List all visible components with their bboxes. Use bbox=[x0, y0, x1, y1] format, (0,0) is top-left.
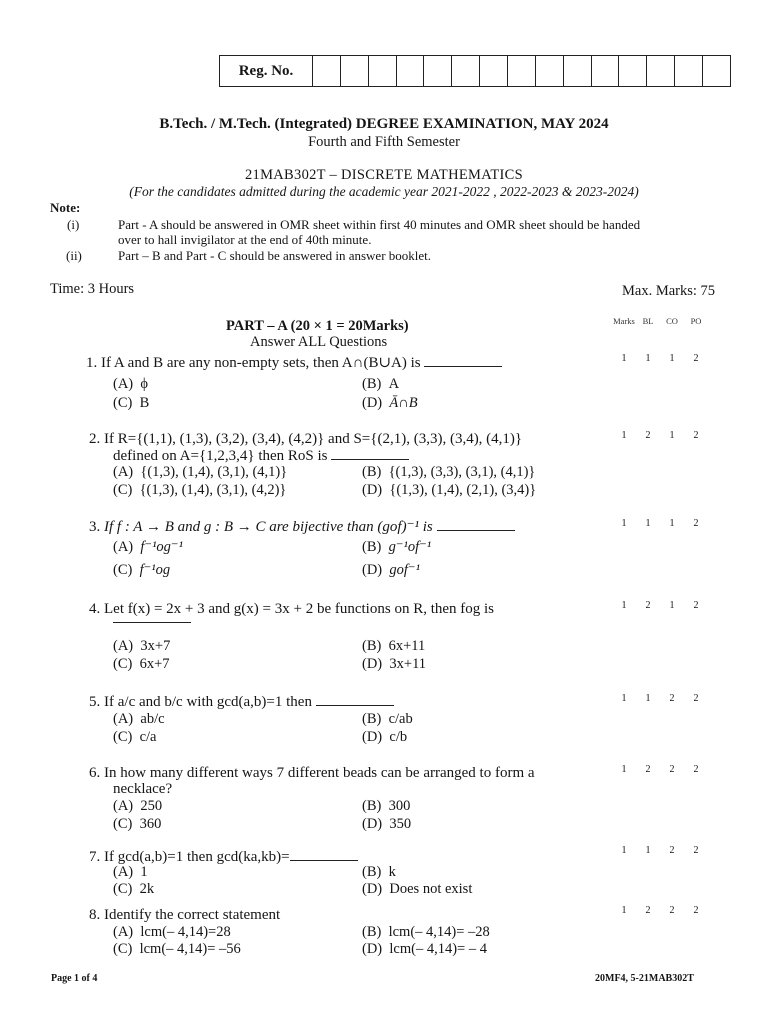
col-marks: Marks bbox=[613, 316, 635, 326]
question: 6. In how many different ways 7 different beads can be arranged to form a bbox=[89, 765, 535, 781]
question-meta: 1 1 1 2 bbox=[621, 518, 699, 529]
question-meta: 1 1 1 2 bbox=[621, 353, 699, 364]
col-co: CO bbox=[666, 316, 678, 326]
col-po: PO bbox=[690, 316, 702, 326]
note-1-num: (i) bbox=[67, 217, 80, 232]
question: 8. Identify the correct statement bbox=[89, 907, 281, 923]
course-title: 21MAB302T – DISCRETE MATHEMATICS bbox=[244, 167, 523, 183]
question: 2. If R={(1,1), (1,3), (3,2), (3,4), (4,2)} and S={(2,1), (3,3), (3,4), (4,1)} bbox=[89, 431, 523, 447]
exam-title: B.Tech. / M.Tech. (Integrated) DEGREE EXAMINATION, MAY 2024 bbox=[159, 116, 609, 132]
question: 5. If a/c and b/c with gcd(a,b)=1 then bbox=[89, 693, 394, 711]
question-meta: 1 1 2 2 bbox=[621, 845, 699, 856]
paper-code: 20MF4, 5-21MAB302T bbox=[595, 973, 694, 984]
reg-no-label: Reg. No. bbox=[220, 56, 313, 86]
col-bl: BL bbox=[642, 316, 654, 326]
note-1-line-2: over to hall invigilator at the end of 40th minute. bbox=[118, 232, 372, 247]
time: Time: 3 Hours bbox=[50, 281, 135, 297]
question-meta: 1 2 1 2 bbox=[621, 430, 699, 441]
question-meta: 1 2 2 2 bbox=[621, 905, 699, 916]
note-label: Note: bbox=[50, 200, 81, 215]
question: 4. Let f(x) = 2x + 3 and g(x) = 3x + 2 be functions on R, then fog is bbox=[89, 601, 495, 617]
note-2-line-1: Part – B and Part - C should be answered in answer booklet. bbox=[118, 248, 432, 263]
semester: Fourth and Fifth Semester bbox=[308, 134, 460, 150]
question-meta: 1 2 1 2 bbox=[621, 600, 699, 611]
max-marks: Max. Marks: 75 bbox=[622, 283, 716, 299]
admitted-years: (For the candidates admitted during the academic year 2021-2022 , 2022-2023 & 2023-2024) bbox=[129, 184, 639, 199]
note-2-num: (ii) bbox=[66, 248, 82, 263]
answer-blank bbox=[113, 622, 191, 623]
page-number: Page 1 of 4 bbox=[51, 973, 98, 984]
part-a-sub: Answer ALL Questions bbox=[250, 334, 388, 350]
column-headers bbox=[612, 316, 708, 326]
question-meta: 1 1 2 2 bbox=[621, 693, 699, 704]
question: 1. If A and B are any non-empty sets, then A∩(B∪A) is bbox=[86, 354, 502, 372]
part-a-title: PART – A (20 × 1 = 20Marks) bbox=[226, 318, 409, 334]
question-meta: 1 2 2 2 bbox=[621, 764, 699, 775]
reg-no-box bbox=[219, 55, 731, 87]
question: 3. If f : A → B and g : B → C are bijective than (gof)⁻¹ is bbox=[89, 518, 515, 536]
question: 7. If gcd(a,b)=1 then gcd(ka,kb)= bbox=[89, 848, 358, 866]
note-1-line-1: Part - A should be answered in OMR sheet within first 40 minutes and OMR sheet should be handed bbox=[118, 217, 641, 232]
